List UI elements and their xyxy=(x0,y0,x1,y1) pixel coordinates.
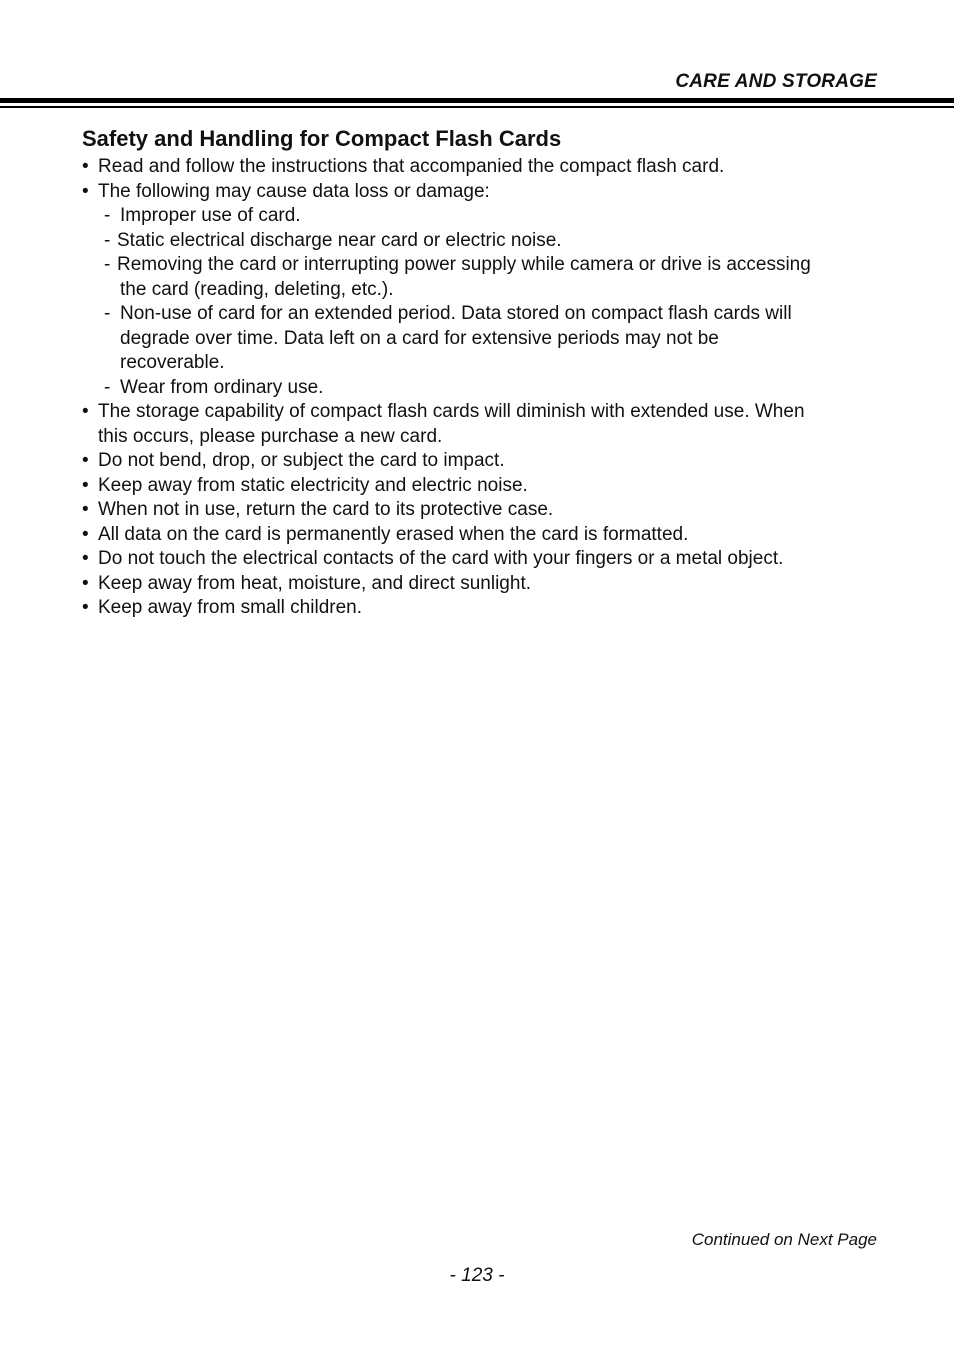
sub-list-item: - Improper use of card. xyxy=(82,204,882,229)
list-item: • Do not touch the electrical contacts of the card with your fingers or a metal object. xyxy=(82,547,882,572)
page-number: - 123 - xyxy=(449,1265,505,1286)
section-header: CARE AND STORAGE xyxy=(675,71,877,92)
list-item: • Keep away from small children. xyxy=(82,596,882,621)
list-item: • Read and follow the instructions that accompanied the compact flash card. xyxy=(82,155,882,180)
list-item: • Keep away from static electricity and electric noise. xyxy=(82,474,882,499)
sub-list-item: - Static electrical discharge near card or electric noise. xyxy=(82,229,882,254)
list-item: • Do not bend, drop, or subject the card to impact. xyxy=(82,449,882,474)
header-rule-thick xyxy=(0,98,954,103)
sub-list-item: - Removing the card or interrupting power supply while camera or drive is accessing xyxy=(82,253,882,278)
sub-list-item: - Wear from ordinary use. xyxy=(82,376,882,401)
list-item: • All data on the card is permanently erased when the card is formatted. xyxy=(82,523,882,548)
page-title: Safety and Handling for Compact Flash Cards xyxy=(82,126,562,151)
continued-note: Continued on Next Page xyxy=(691,1230,877,1249)
sub-list-item-continuation: recoverable. xyxy=(120,352,225,373)
sub-list-item-continuation: degrade over time. Data left on a card for extensive periods may not be xyxy=(120,327,719,349)
header-rule-thin xyxy=(0,106,954,108)
list-item: • The storage capability of compact flash cards will diminish with extended use. When xyxy=(82,400,882,425)
handling-list xyxy=(82,155,882,621)
list-item: • Keep away from heat, moisture, and direct sunlight. xyxy=(82,572,882,597)
sub-list-item-continuation: the card (reading, deleting, etc.). xyxy=(120,278,394,300)
list-item: • When not in use, return the card to its protective case. xyxy=(82,498,882,523)
list-item-continuation: this occurs, please purchase a new card. xyxy=(98,425,443,447)
sub-list-item: - Non-use of card for an extended period. Data stored on compact flash cards will xyxy=(82,302,882,327)
list-item: • The following may cause data loss or damage: xyxy=(82,180,882,205)
